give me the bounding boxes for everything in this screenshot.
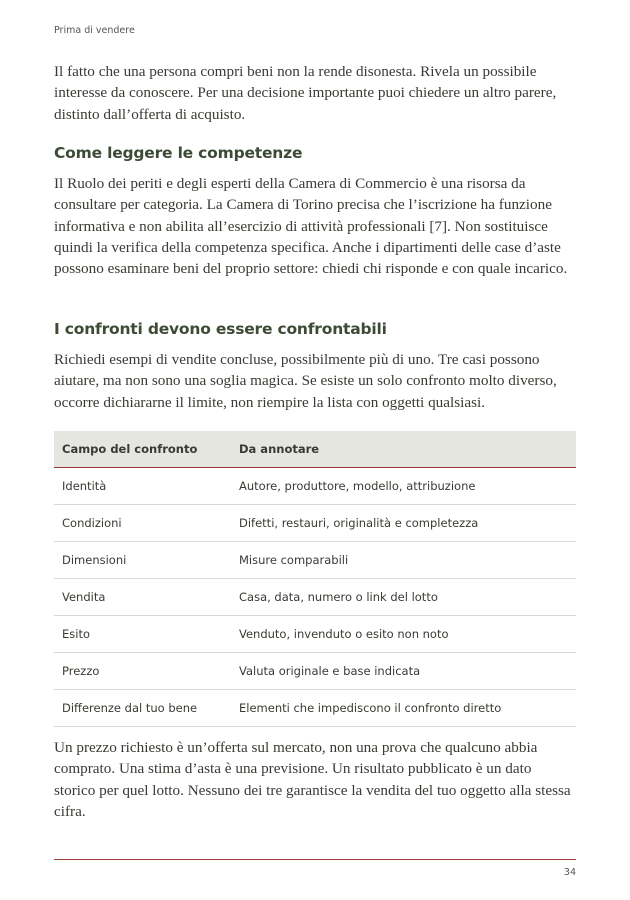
- table-row: [54, 542, 576, 579]
- table-cell-annotare: Valuta originale e base indicata: [231, 653, 576, 690]
- table-row: [54, 505, 576, 542]
- table-cell-campo: Differenze dal tuo bene: [54, 690, 231, 727]
- closing-paragraph: Un prezzo richiesto è un’offerta sul mercato, non una prova che qualcuno abbia comprato. Una stima d’asta è una previsione. Un risultato pubblicato è un dato storico per quel lotto. Nessuno dei tre garantisce la vendita del tuo oggetto alla stessa cifra.: [54, 739, 571, 820]
- table-cell-annotare: Casa, data, numero o link del lotto: [231, 579, 576, 616]
- section-heading-confronti: I confronti devono essere confrontabili: [54, 320, 387, 338]
- table-cell-campo: Prezzo: [54, 653, 231, 690]
- competenze-paragraph: Il Ruolo dei periti e degli esperti della Camera di Commercio è una risorsa da consultare per categoria. La Camera di Torino precisa che l’iscrizione ha funzione informativa e non abilita all’esercizio di attività professionali [7]. Non sostituisce quindi la verifica della competenza specifica. Anche i dipartimenti delle case d’aste possono esaminare beni del proprio settore: chiedi chi risponde e con quale incarico.: [54, 175, 568, 278]
- table-cell-campo: Identità: [54, 468, 231, 505]
- table-row: [54, 690, 576, 727]
- table-cell-campo: Dimensioni: [54, 542, 231, 579]
- table-header-row: [54, 431, 576, 468]
- document-page: [54, 0, 576, 900]
- page-number: 34: [563, 867, 576, 878]
- confronti-paragraph: Richiedi esempi di vendite concluse, possibilmente più di uno. Tre casi possono aiutare, ma non sono una soglia magica. Se esiste un solo confronto molto diverso, occorre dichiararne il limite, non riempire la lista con oggetti qualsiasi.: [54, 351, 557, 411]
- table-row: [54, 616, 576, 653]
- intro-paragraph: Il fatto che una persona compri beni non la rende disonesta. Rivela un possibile interesse da conoscere. Per una decisione importante puoi chiedere un altro parere, distinto dall’offerta di acquisto.: [54, 63, 557, 123]
- table-header-annotare: Da annotare: [231, 431, 576, 468]
- table-cell-annotare: Difetti, restauri, originalità e completezza: [231, 505, 576, 542]
- table-row: [54, 653, 576, 690]
- table-row: [54, 579, 576, 616]
- table-cell-annotare: Autore, produttore, modello, attribuzione: [231, 468, 576, 505]
- table-cell-campo: Condizioni: [54, 505, 231, 542]
- table-cell-annotare: Venduto, invenduto o esito non noto: [231, 616, 576, 653]
- table-cell-annotare: Elementi che impediscono il confronto diretto: [231, 690, 576, 727]
- table-cell-campo: Esito: [54, 616, 231, 653]
- footer-divider: [54, 859, 576, 860]
- table-row: [54, 468, 576, 505]
- comparison-table: [54, 431, 576, 727]
- table-cell-campo: Vendita: [54, 579, 231, 616]
- section-heading-competenze: Come leggere le competenze: [54, 144, 303, 162]
- table-header-campo: Campo del confronto: [54, 431, 231, 468]
- table-cell-annotare: Misure comparabili: [231, 542, 576, 579]
- running-header: Prima di vendere: [54, 25, 135, 36]
